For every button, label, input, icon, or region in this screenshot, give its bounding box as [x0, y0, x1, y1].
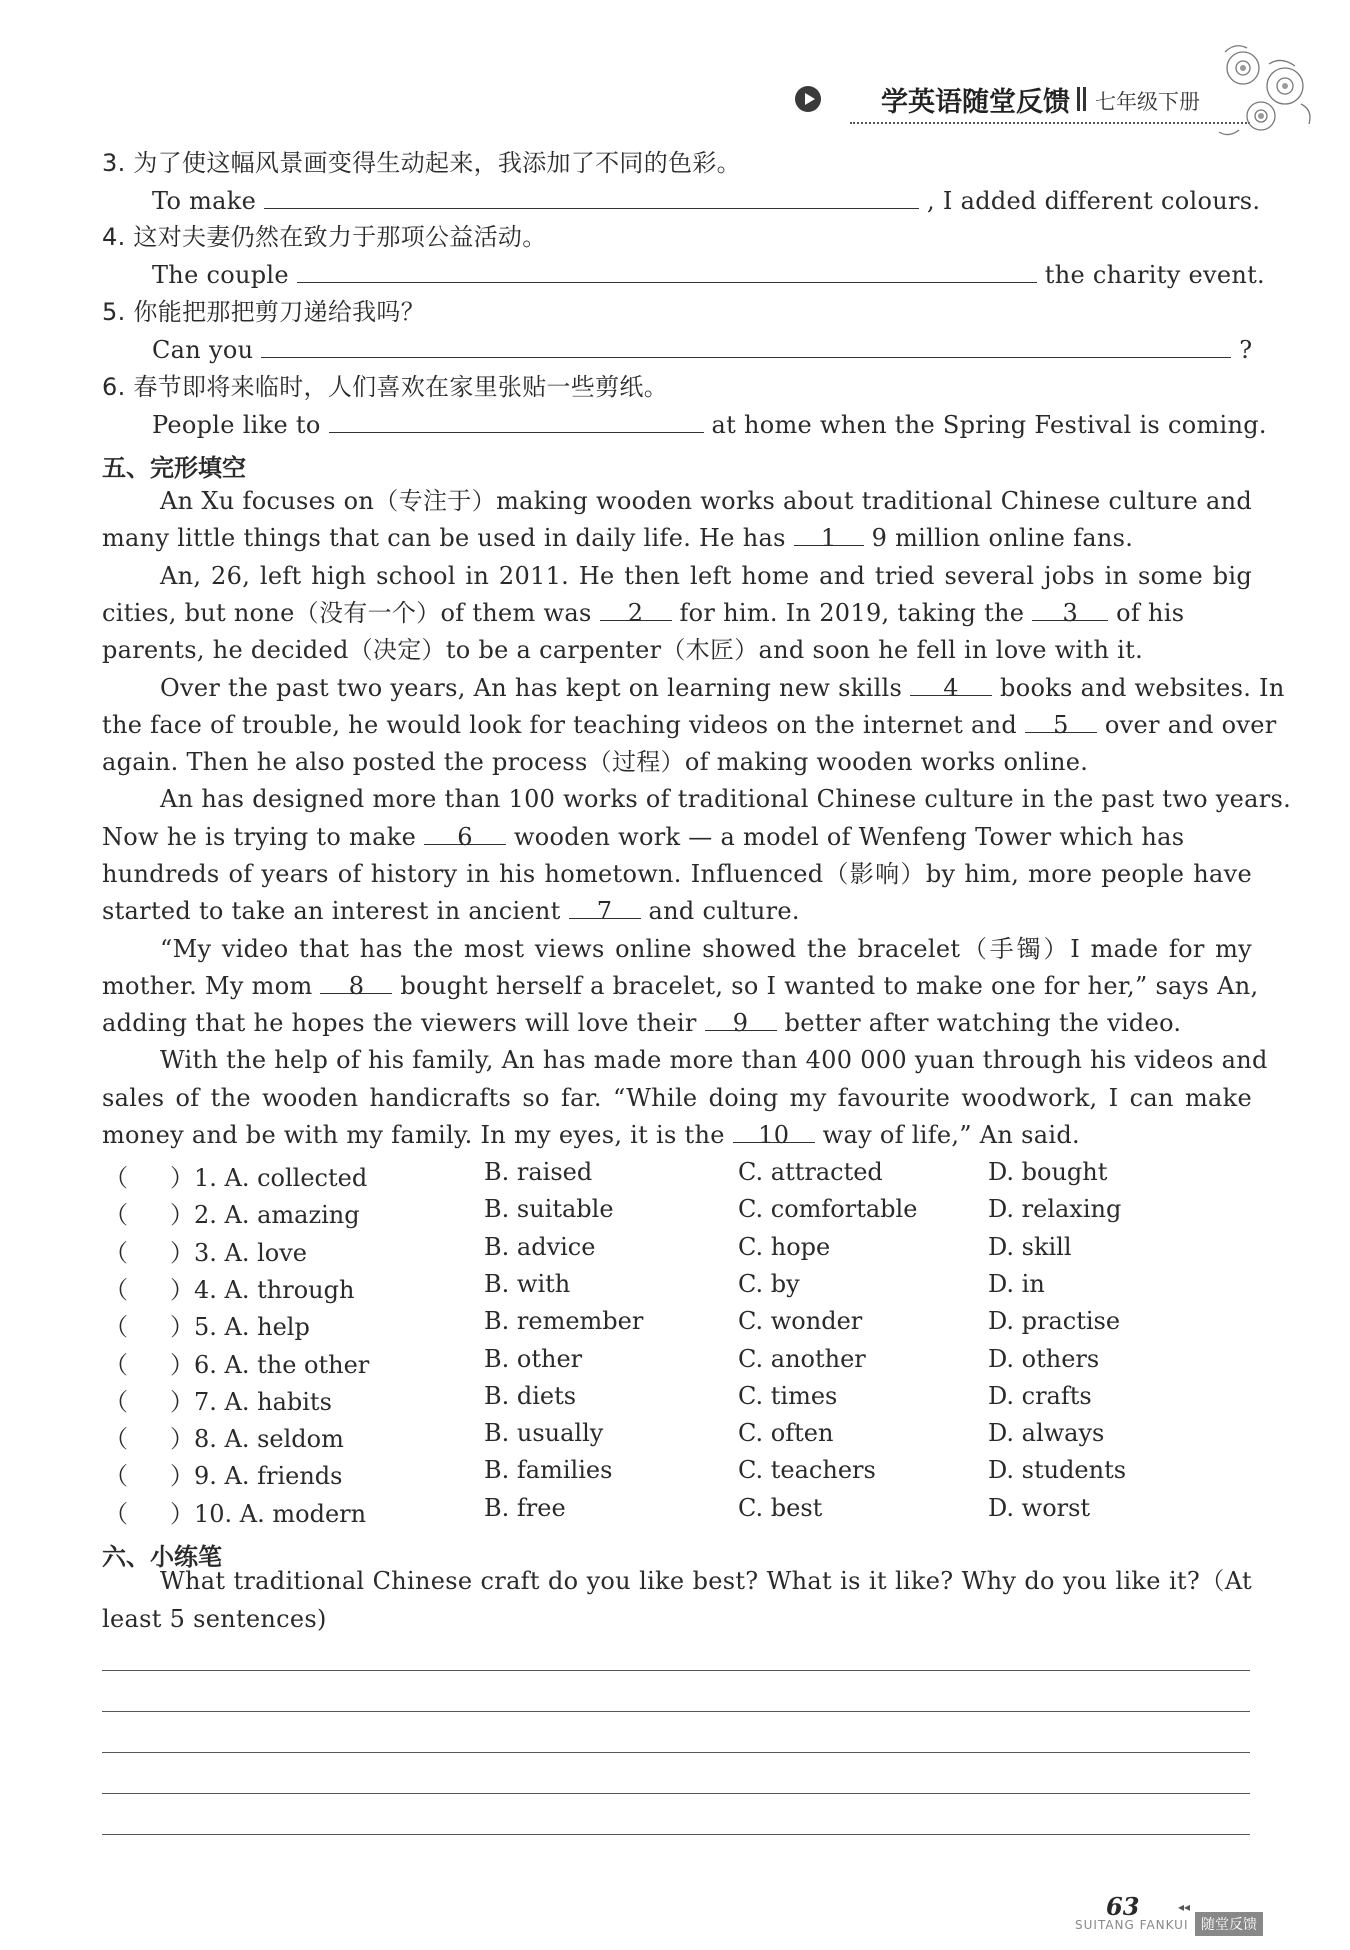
option-c[interactable]: C. hope [738, 1232, 831, 1261]
q5-prefix: Can you [152, 336, 254, 364]
cloze-paragraph-line: sales of the wooden handicrafts so far. “While doing my favourite woodwork, I can make [102, 1084, 1252, 1112]
cloze-paragraph-line: “My video that has the most views online showed the bracelet（手镯）I made for my [160, 935, 1252, 963]
answer-bracket[interactable]: （ [104, 1350, 128, 1379]
option-row [104, 1307, 1254, 1341]
option-d[interactable]: D. worst [988, 1493, 1091, 1522]
q6-prefix: People like to [152, 411, 321, 439]
option-d[interactable]: D. practise [988, 1307, 1121, 1336]
question-3-chinese: 3. 为了使这幅风景画变得生动起来，我添加了不同的色彩。 [102, 149, 741, 177]
cloze-text: bought herself a bracelet, so I wanted to make one for her,” says An, [400, 972, 1259, 1000]
cloze-blank-4[interactable]: 4 [910, 673, 992, 696]
cloze-paragraph-line: again. Then he also posted the process（过程）of making wooden works online. [102, 748, 1089, 776]
option-c[interactable]: C. attracted [738, 1158, 883, 1186]
option-row [104, 1195, 1254, 1229]
question-6-english [152, 410, 1267, 440]
cloze-paragraph-line [160, 673, 1285, 703]
option-b[interactable]: B. suitable [484, 1195, 614, 1224]
option-b[interactable]: B. diets [484, 1381, 577, 1410]
q3-suffix: , I added different colours. [927, 187, 1261, 215]
option-row [104, 1494, 1254, 1528]
question-number-option-a[interactable]: ）4. A. through [170, 1275, 355, 1304]
option-b[interactable]: B. advice [484, 1232, 596, 1261]
question-number-option-a[interactable]: ）10. A. modern [170, 1499, 367, 1528]
cloze-blank-1[interactable]: 1 [794, 523, 864, 546]
answer-bracket[interactable]: （ [104, 1462, 128, 1491]
writing-line[interactable] [102, 1793, 1250, 1794]
writing-prompt-line: What traditional Chinese craft do you like best? What is it like? Why do you like it?（At [160, 1567, 1252, 1595]
book-title: 学英语随堂反馈 [881, 87, 1070, 118]
cloze-paragraph-line: An, 26, left high school in 2011. He then left home and tried several jobs in some big [160, 562, 1252, 590]
cloze-text: 9 million online fans. [871, 524, 1134, 552]
option-c[interactable]: C. comfortable [738, 1195, 918, 1224]
cloze-blank-9[interactable]: 9 [705, 1008, 777, 1031]
cloze-paragraph-line: An has designed more than 100 works of traditional Chinese culture in the past two years. [160, 785, 1292, 813]
footer-tag: 随堂反馈 [1195, 1912, 1263, 1936]
cloze-paragraph-line [102, 971, 1259, 1001]
cloze-blank-6[interactable]: 6 [424, 822, 506, 845]
q6-answer-blank[interactable] [329, 410, 704, 433]
q4-prefix: The couple [152, 261, 289, 289]
cloze-blank-2[interactable]: 2 [600, 598, 672, 621]
question-number-option-a[interactable]: ）1. A. collected [170, 1164, 368, 1192]
option-d[interactable]: D. skill [988, 1232, 1072, 1261]
cloze-blank-3[interactable]: 3 [1032, 598, 1108, 621]
q4-suffix: the charity event. [1044, 261, 1265, 289]
cloze-paragraph-line [102, 1120, 1252, 1150]
question-number-option-a[interactable]: ）3. A. love [170, 1238, 308, 1267]
option-row [104, 1382, 1254, 1416]
option-c[interactable]: C. best [738, 1493, 823, 1522]
flower-decoration-icon [1205, 38, 1325, 148]
question-3-english [152, 186, 1261, 216]
option-d[interactable]: D. always [988, 1419, 1105, 1448]
play-icon [795, 86, 821, 112]
cloze-paragraph-line [102, 523, 1252, 553]
answer-bracket[interactable]: （ [104, 1499, 128, 1528]
q6-suffix: at home when the Spring Festival is coming. [711, 411, 1267, 439]
q4-answer-blank[interactable] [297, 260, 1037, 283]
question-number-option-a[interactable]: ）6. A. the other [170, 1350, 370, 1379]
answer-bracket[interactable]: （ [104, 1275, 128, 1304]
cloze-text: Now he is trying to make [102, 823, 417, 851]
option-row [104, 1158, 1254, 1192]
option-c[interactable]: C. times [738, 1381, 838, 1410]
writing-prompt-line: least 5 sentences) [102, 1605, 327, 1633]
question-number-option-a[interactable]: ）9. A. friends [170, 1462, 343, 1491]
answer-bracket[interactable]: （ [104, 1387, 128, 1416]
cloze-text: way of life,” An said. [822, 1121, 1080, 1149]
cloze-paragraph-line: hundreds of years of history in his hometown. Influenced（影响）by him, more people have [102, 860, 1252, 888]
answer-bracket[interactable]: （ [104, 1201, 128, 1230]
question-5-chinese: 5. 你能把那把剪刀递给我吗？ [102, 298, 426, 326]
cloze-text: money and be with my family. In my eyes, it is the [102, 1121, 725, 1149]
q5-suffix: ? [1239, 336, 1253, 364]
option-d[interactable]: D. bought [988, 1158, 1108, 1186]
option-row [104, 1270, 1254, 1304]
section-heading-writing: 六、小练笔 [102, 1543, 222, 1571]
cloze-text: better after watching the video. [784, 1009, 1182, 1037]
option-d[interactable]: D. in [988, 1269, 1045, 1298]
q3-prefix: To make [152, 187, 257, 215]
cloze-paragraph-line [102, 598, 1252, 628]
option-d[interactable]: D. crafts [988, 1381, 1092, 1410]
cloze-text: and culture. [648, 897, 800, 925]
question-number-option-a[interactable]: ）7. A. habits [170, 1387, 332, 1416]
cloze-text: started to take an interest in ancient [102, 897, 561, 925]
cloze-paragraph-line: With the help of his family, An has made more than 400 000 yuan through his videos and [160, 1046, 1268, 1074]
question-number-option-a[interactable]: ）5. A. help [170, 1313, 310, 1342]
option-row [104, 1345, 1254, 1379]
question-4-chinese: 4. 这对夫妻仍然在致力于那项公益活动。 [102, 223, 547, 251]
section-heading-cloze: 五、完形填空 [102, 454, 246, 482]
cloze-paragraph-line [102, 710, 1277, 740]
option-c[interactable]: C. wonder [738, 1307, 863, 1336]
question-number-option-a[interactable]: ）8. A. seldom [170, 1425, 344, 1454]
cloze-text: Over the past two years, An has kept on learning new skills [160, 674, 903, 702]
option-c[interactable]: C. teachers [738, 1456, 876, 1485]
dotted-rule [850, 122, 1250, 124]
option-d[interactable]: D. students [988, 1456, 1127, 1485]
cloze-blank-8[interactable]: 8 [320, 971, 392, 994]
cloze-text: cities, but none（没有一个）of them was [102, 599, 592, 627]
question-5-english [152, 335, 1252, 365]
cloze-text: of his [1116, 599, 1185, 627]
cloze-text: over and over [1104, 711, 1277, 739]
grade-label: 七年级下册 [1095, 90, 1200, 114]
divider [1083, 87, 1086, 111]
footer-pinyin: SUITANG FANKUI [1075, 1918, 1189, 1932]
option-b[interactable]: B. other [484, 1344, 583, 1373]
option-b[interactable]: B. families [484, 1456, 613, 1485]
answer-bracket[interactable]: （ [104, 1425, 128, 1454]
writing-line[interactable] [102, 1711, 1250, 1712]
cloze-blank-10[interactable]: 10 [733, 1120, 815, 1143]
option-c[interactable]: C. often [738, 1419, 834, 1448]
option-d[interactable]: D. others [988, 1344, 1100, 1373]
cloze-blank-5[interactable]: 5 [1025, 710, 1097, 733]
writing-line[interactable] [102, 1670, 1250, 1671]
cloze-text: mother. My mom [102, 972, 313, 1000]
cloze-paragraph-line [102, 896, 1252, 926]
option-d[interactable]: D. relaxing [988, 1195, 1122, 1224]
option-b[interactable]: B. free [484, 1493, 566, 1522]
cloze-paragraph-line [102, 1008, 1252, 1038]
option-b[interactable]: B. remember [484, 1307, 644, 1336]
option-b[interactable]: B. usually [484, 1419, 604, 1448]
cloze-text: the face of trouble, he would look for teaching videos on the internet and [102, 711, 1018, 739]
answer-bracket[interactable]: （ [104, 1238, 128, 1267]
cloze-paragraph-line: parents, he decided（决定）to be a carpenter（木匠）and soon he fell in love with it. [102, 636, 1144, 664]
writing-line[interactable] [102, 1834, 1250, 1835]
answer-bracket[interactable]: （ [104, 1164, 128, 1192]
question-6-chinese: 6. 春节即将来临时，人们喜欢在家里张贴一些剪纸。 [102, 373, 669, 401]
page-number: 63 [1106, 1892, 1140, 1921]
writing-line[interactable] [102, 1752, 1250, 1753]
q5-answer-blank[interactable] [261, 335, 1231, 358]
option-b[interactable]: B. with [484, 1269, 571, 1298]
cloze-text: wooden work — a model of Wenfeng Tower which has [513, 823, 1185, 851]
cloze-paragraph-line: An Xu focuses on（专注于）making wooden works about traditional Chinese culture and [160, 487, 1252, 515]
q3-answer-blank[interactable] [264, 186, 919, 209]
cloze-blank-7[interactable]: 7 [569, 896, 641, 919]
cloze-text: adding that he hopes the viewers will love their [102, 1009, 697, 1037]
option-row [104, 1233, 1254, 1267]
option-c[interactable]: C. another [738, 1344, 866, 1373]
cloze-paragraph-line [102, 822, 1252, 852]
question-number-option-a[interactable]: ）2. A. amazing [170, 1201, 360, 1230]
arrow-left-icon: ◂◂ [1178, 1900, 1191, 1914]
divider [1077, 87, 1080, 111]
cloze-text: many little things that can be used in daily life. He has [102, 524, 786, 552]
answer-bracket[interactable]: （ [104, 1313, 128, 1342]
option-b[interactable]: B. raised [484, 1158, 593, 1186]
cloze-text: for him. In 2019, taking the [679, 599, 1025, 627]
option-row [104, 1419, 1254, 1453]
page-header [795, 78, 1245, 128]
option-row [104, 1456, 1254, 1490]
cloze-text: books and websites. In [1000, 674, 1285, 702]
question-4-english [152, 260, 1265, 290]
option-c[interactable]: C. by [738, 1269, 800, 1298]
